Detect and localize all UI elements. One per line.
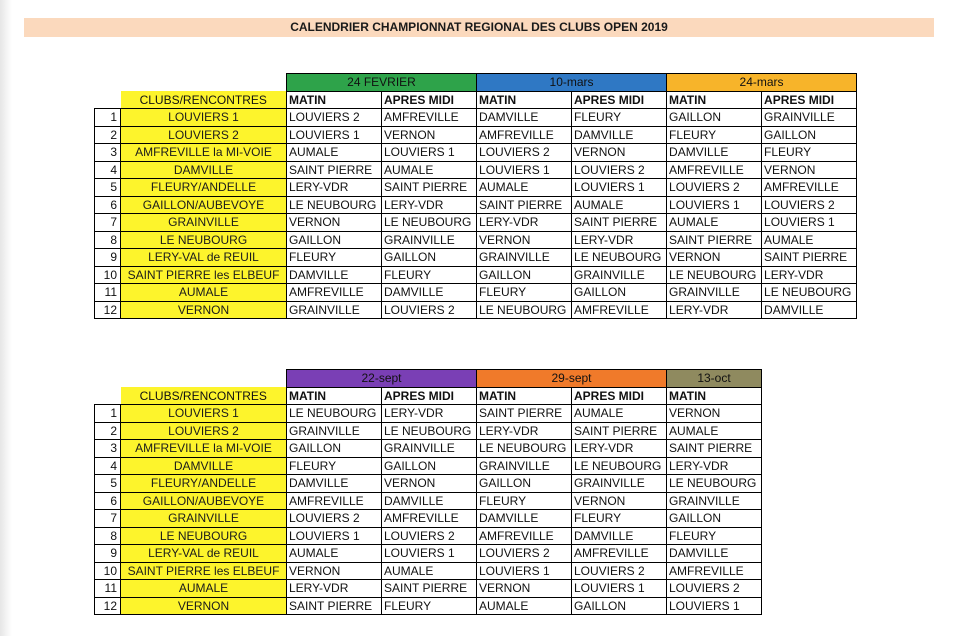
opponent-cell: LOUVIERS 1 [287,126,382,144]
club-name: AMFREVILLE la MI-VOIE [121,440,287,458]
opponent-cell: LE NEUBOURG [667,475,762,493]
opponent-cell: GRAINVILLE [382,231,477,249]
opponent-cell: GAILLON [667,109,762,127]
opponent-cell: SAINT PIERRE [667,231,762,249]
row-number: 7 [95,510,121,528]
opponent-cell: AUMALE [287,545,382,563]
opponent-cell: DAMVILLE [477,109,572,127]
table-row [95,492,762,510]
session-header: APRES MIDI [382,387,477,405]
row-number: 12 [95,301,121,319]
opponent-cell: FLEURY [667,126,762,144]
opponent-cell: LE NEUBOURG [762,284,857,302]
opponent-cell: DAMVILLE [287,475,382,493]
date-header: 13-oct [667,370,762,388]
opponent-cell: LERY-VDR [572,440,667,458]
table-row [95,405,762,423]
club-name: DAMVILLE [121,161,287,179]
session-header: APRES MIDI [762,91,857,109]
opponent-cell: FLEURY [762,144,857,162]
opponent-cell: GAILLON [667,510,762,528]
row-number: 11 [95,580,121,598]
opponent-cell: AUMALE [382,562,477,580]
opponent-cell: GAILLON [762,126,857,144]
opponent-cell: LERY-VDR [667,457,762,475]
date-header-row [95,74,857,92]
opponent-cell: GRAINVILLE [667,284,762,302]
club-name: SAINT PIERRE les ELBEUF [121,562,287,580]
opponent-cell: AMFREVILLE [477,126,572,144]
date-header: 22-sept [287,370,477,388]
row-number: 1 [95,405,121,423]
opponent-cell: LE NEUBOURG [287,405,382,423]
table-row [95,580,762,598]
row-number: 4 [95,457,121,475]
opponent-cell: GRAINVILLE [572,266,667,284]
opponent-cell: GRAINVILLE [762,109,857,127]
number-spacer [95,91,121,109]
table-row [95,266,857,284]
row-number: 7 [95,214,121,232]
opponent-cell: LERY-VDR [572,231,667,249]
subheader-row [95,91,857,109]
table-row [95,457,762,475]
table-row [95,545,762,563]
opponent-cell: LOUVIERS 1 [667,597,762,615]
date-header: 24 FEVRIER [287,74,477,92]
row-number: 9 [95,249,121,267]
opponent-cell: AUMALE [667,422,762,440]
club-name: LE NEUBOURG [121,527,287,545]
opponent-cell: AMFREVILLE [572,545,667,563]
page-title: CALENDRIER CHAMPIONNAT REGIONAL DES CLUBS OPEN 2019 [24,18,934,37]
opponent-cell: GAILLON [382,457,477,475]
club-name: FLEURY/ANDELLE [121,475,287,493]
date-header: 29-sept [477,370,667,388]
club-name: GAILLON/AUBEVOYE [121,196,287,214]
opponent-cell: SAINT PIERRE [762,249,857,267]
table-row [95,562,762,580]
opponent-cell: DAMVILLE [667,545,762,563]
date-header-row [95,370,762,388]
table-row [95,109,857,127]
opponent-cell: FLEURY [287,249,382,267]
opponent-cell: LOUVIERS 2 [572,161,667,179]
club-name: SAINT PIERRE les ELBEUF [121,266,287,284]
opponent-cell: LE NEUBOURG [382,422,477,440]
opponent-cell: VERNON [382,475,477,493]
opponent-cell: DAMVILLE [287,266,382,284]
opponent-cell: DAMVILLE [382,492,477,510]
table-row [95,301,857,319]
club-name: GAILLON/AUBEVOYE [121,492,287,510]
opponent-cell: LOUVIERS 1 [667,196,762,214]
table-row [95,475,762,493]
opponent-cell: LE NEUBOURG [477,301,572,319]
opponent-cell: GRAINVILLE [287,301,382,319]
opponent-cell: VERNON [287,214,382,232]
opponent-cell: FLEURY [477,492,572,510]
session-header: APRES MIDI [572,91,667,109]
number-spacer [95,387,121,405]
opponent-cell: LOUVIERS 2 [382,527,477,545]
opponent-cell: AMFREVILLE [287,284,382,302]
opponent-cell: SAINT PIERRE [287,161,382,179]
opponent-cell: LOUVIERS 2 [287,109,382,127]
table-row [95,126,857,144]
opponent-cell: FLEURY [477,284,572,302]
row-number: 3 [95,440,121,458]
row-number: 10 [95,562,121,580]
club-name: LOUVIERS 2 [121,126,287,144]
opponent-cell: LOUVIERS 2 [667,179,762,197]
row-number: 8 [95,231,121,249]
header-spacer [95,74,287,92]
opponent-cell: AMFREVILLE [287,492,382,510]
opponent-cell: LOUVIERS 2 [477,545,572,563]
opponent-cell: FLEURY [382,266,477,284]
opponent-cell: FLEURY [667,527,762,545]
opponent-cell: AMFREVILLE [382,510,477,528]
opponent-cell: GRAINVILLE [477,457,572,475]
opponent-cell: LOUVIERS 1 [762,214,857,232]
opponent-cell: GAILLON [477,266,572,284]
club-name: LOUVIERS 1 [121,109,287,127]
opponent-cell: AMFREVILLE [572,301,667,319]
opponent-cell: GAILLON [382,249,477,267]
opponent-cell: VERNON [572,492,667,510]
club-name: DAMVILLE [121,457,287,475]
row-number: 8 [95,527,121,545]
club-name: VERNON [121,597,287,615]
club-name: AMFREVILLE la MI-VOIE [121,144,287,162]
schedule-table-2 [94,369,762,615]
table-row [95,231,857,249]
opponent-cell: VERNON [667,249,762,267]
opponent-cell: VERNON [572,144,667,162]
row-number: 4 [95,161,121,179]
table-row [95,214,857,232]
opponent-cell: LERY-VDR [477,422,572,440]
opponent-cell: LOUVIERS 1 [382,545,477,563]
club-name: GRAINVILLE [121,510,287,528]
opponent-cell: SAINT PIERRE [572,214,667,232]
opponent-cell: SAINT PIERRE [667,440,762,458]
opponent-cell: AUMALE [477,597,572,615]
row-number: 10 [95,266,121,284]
opponent-cell: LERY-VDR [477,214,572,232]
opponent-cell: LOUVIERS 1 [572,179,667,197]
opponent-cell: VERNON [477,580,572,598]
subheader-row [95,387,762,405]
club-name: LOUVIERS 1 [121,405,287,423]
opponent-cell: DAMVILLE [572,126,667,144]
opponent-cell: LOUVIERS 2 [382,301,477,319]
opponent-cell: VERNON [477,231,572,249]
club-name: VERNON [121,301,287,319]
opponent-cell: LOUVIERS 2 [762,196,857,214]
opponent-cell: GAILLON [287,440,382,458]
opponent-cell: AUMALE [287,144,382,162]
opponent-cell: AMFREVILLE [667,161,762,179]
page-edge [0,0,12,636]
opponent-cell: GRAINVILLE [667,492,762,510]
table-row [95,527,762,545]
opponent-cell: VERNON [287,562,382,580]
row-number: 6 [95,196,121,214]
row-number: 9 [95,545,121,563]
opponent-cell: LE NEUBOURG [667,266,762,284]
opponent-cell: SAINT PIERRE [572,422,667,440]
opponent-cell: GAILLON [287,231,382,249]
table-row [95,249,857,267]
opponent-cell: LE NEUBOURG [572,249,667,267]
opponent-cell: LE NEUBOURG [572,457,667,475]
club-name: LE NEUBOURG [121,231,287,249]
row-number: 5 [95,179,121,197]
opponent-cell: GAILLON [572,284,667,302]
opponent-cell: GRAINVILLE [287,422,382,440]
table-row [95,196,857,214]
opponent-cell: LOUVIERS 2 [477,144,572,162]
opponent-cell: DAMVILLE [477,510,572,528]
opponent-cell: AUMALE [572,405,667,423]
club-name: AUMALE [121,284,287,302]
opponent-cell: LOUVIERS 2 [667,580,762,598]
opponent-cell: LERY-VDR [762,266,857,284]
opponent-cell: SAINT PIERRE [382,580,477,598]
opponent-cell: LERY-VDR [287,580,382,598]
date-header: 10-mars [477,74,667,92]
opponent-cell: VERNON [382,126,477,144]
opponent-cell: SAINT PIERRE [287,597,382,615]
opponent-cell: VERNON [762,161,857,179]
opponent-cell: LE NEUBOURG [382,214,477,232]
club-name: AUMALE [121,580,287,598]
session-header: MATIN [477,91,572,109]
session-header: MATIN [667,91,762,109]
table-row [95,284,857,302]
session-header: MATIN [667,387,762,405]
opponent-cell: VERNON [667,405,762,423]
opponent-cell: LOUVIERS 1 [382,144,477,162]
opponent-cell: LOUVIERS 2 [287,510,382,528]
session-header: APRES MIDI [382,91,477,109]
opponent-cell: AUMALE [667,214,762,232]
row-number: 5 [95,475,121,493]
opponent-cell: SAINT PIERRE [477,405,572,423]
opponent-cell: FLEURY [382,597,477,615]
table-row [95,144,857,162]
club-name: LERY-VAL de REUIL [121,545,287,563]
table-row [95,597,762,615]
opponent-cell: LOUVIERS 1 [477,562,572,580]
table-row [95,440,762,458]
opponent-cell: AMFREVILLE [762,179,857,197]
session-header: APRES MIDI [572,387,667,405]
clubs-header: CLUBS/RENCONTRES [121,387,287,405]
opponent-cell: LERY-VDR [382,405,477,423]
session-header: MATIN [477,387,572,405]
opponent-cell: GAILLON [477,475,572,493]
session-header: MATIN [287,91,382,109]
opponent-cell: LERY-VDR [382,196,477,214]
opponent-cell: AUMALE [477,179,572,197]
clubs-header: CLUBS/RENCONTRES [121,91,287,109]
opponent-cell: SAINT PIERRE [477,196,572,214]
club-name: LOUVIERS 2 [121,422,287,440]
table-row [95,161,857,179]
header-spacer [95,370,287,388]
row-number: 3 [95,144,121,162]
session-header: MATIN [287,387,382,405]
opponent-cell: LERY-VDR [667,301,762,319]
opponent-cell: LOUVIERS 1 [477,161,572,179]
row-number: 2 [95,422,121,440]
opponent-cell: AUMALE [762,231,857,249]
opponent-cell: AMFREVILLE [477,527,572,545]
row-number: 11 [95,284,121,302]
opponent-cell: FLEURY [572,109,667,127]
opponent-cell: LE NEUBOURG [287,196,382,214]
opponent-cell: SAINT PIERRE [382,179,477,197]
opponent-cell: DAMVILLE [667,144,762,162]
table-row [95,179,857,197]
opponent-cell: LERY-VDR [287,179,382,197]
row-number: 12 [95,597,121,615]
opponent-cell: GAILLON [572,597,667,615]
club-name: LERY-VAL de REUIL [121,249,287,267]
opponent-cell: AUMALE [382,161,477,179]
opponent-cell: DAMVILLE [572,527,667,545]
opponent-cell: LOUVIERS 1 [572,580,667,598]
opponent-cell: DAMVILLE [382,284,477,302]
opponent-cell: AUMALE [572,196,667,214]
opponent-cell: LOUVIERS 2 [572,562,667,580]
opponent-cell: DAMVILLE [762,301,857,319]
club-name: FLEURY/ANDELLE [121,179,287,197]
opponent-cell: AMFREVILLE [667,562,762,580]
table-row [95,422,762,440]
opponent-cell: LE NEUBOURG [477,440,572,458]
opponent-cell: FLEURY [287,457,382,475]
schedule-table-1 [94,73,857,319]
table-row [95,510,762,528]
row-number: 2 [95,126,121,144]
opponent-cell: LOUVIERS 1 [287,527,382,545]
date-header: 24-mars [667,74,857,92]
opponent-cell: GRAINVILLE [477,249,572,267]
opponent-cell: GRAINVILLE [572,475,667,493]
row-number: 6 [95,492,121,510]
club-name: GRAINVILLE [121,214,287,232]
row-number: 1 [95,109,121,127]
opponent-cell: GRAINVILLE [382,440,477,458]
opponent-cell: FLEURY [572,510,667,528]
opponent-cell: AMFREVILLE [382,109,477,127]
